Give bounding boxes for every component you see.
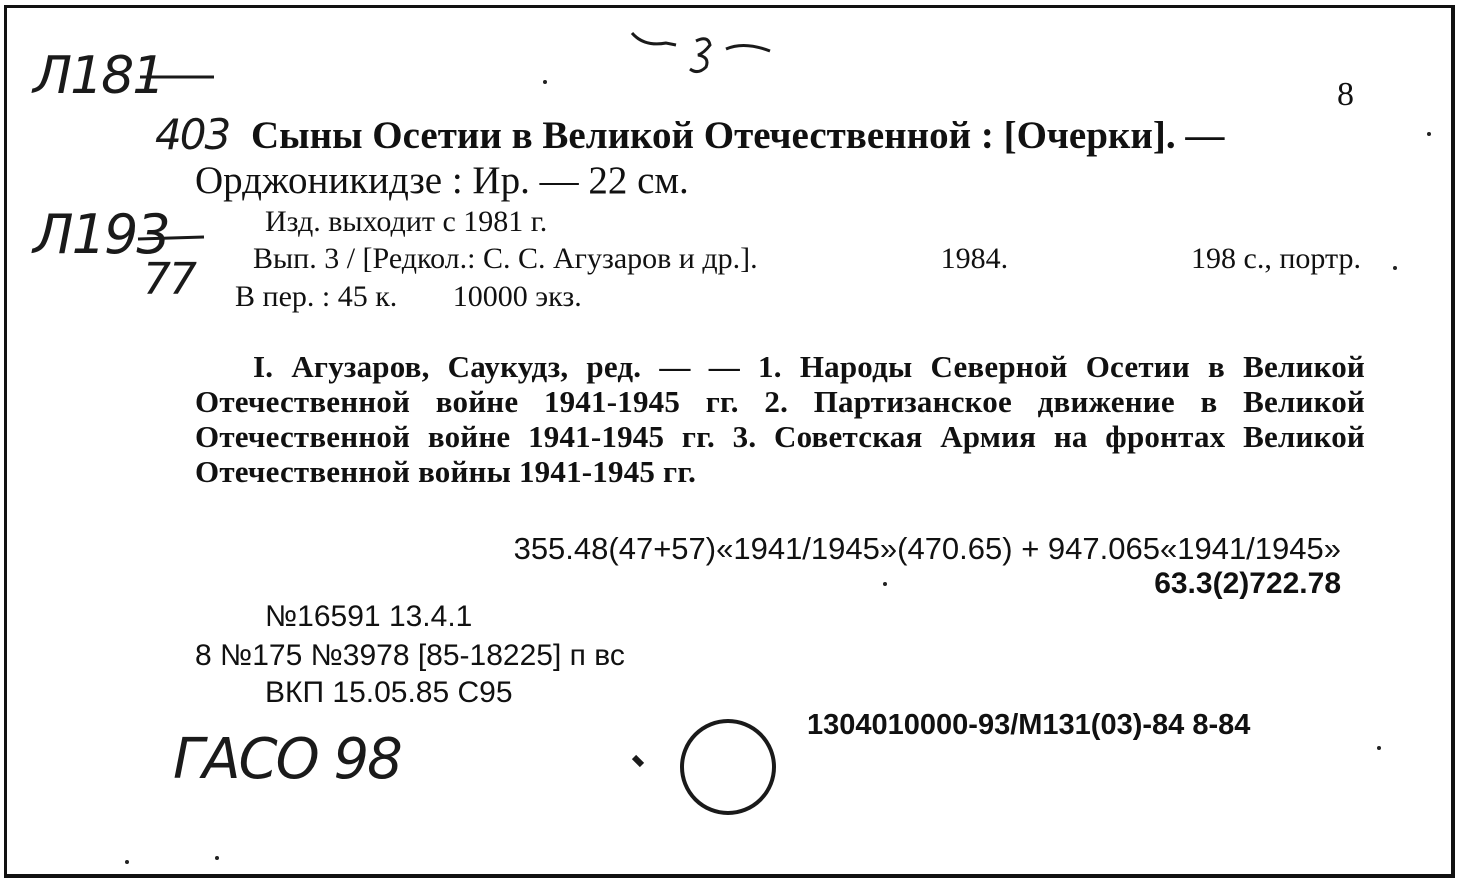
index-code: 1304010000-93/М131(03)-84 8-84 <box>807 709 1251 741</box>
record-subjects: I. Агузаров, Саукудз, ред. — — 1. Народы Северной Осетии в Великой Отечественной войне 1941-1945 гг. 2. Партизанское движение в Великой Отечественной войне 1941-1945 гг. 3. Советская Армия на фронтах Великой Отечественной войны 1941-1945 гг. <box>195 349 1365 489</box>
issue-year: 1984. <box>940 242 1009 275</box>
print-run: 10000 экз. <box>452 280 582 313</box>
record-note-issue <box>253 244 1361 274</box>
top-scribble-three <box>690 39 710 72</box>
stamp-circle <box>682 721 774 813</box>
record-publication-place: Орджоникидзе : Ир. — 22 см. <box>195 159 689 202</box>
scan-speck <box>883 582 887 586</box>
registry-line-3: ВКП 15.05.85 С95 <box>265 676 513 709</box>
scan-speck <box>1393 266 1397 270</box>
scan-speck <box>543 80 547 84</box>
registry-line-1: №16591 13.4.1 <box>265 600 473 633</box>
handwritten-archive-note: ГАСО 98 <box>173 727 401 792</box>
scan-speck <box>1427 132 1431 136</box>
record-note-publication-start: Изд. выходит с 1981 г. <box>265 205 548 238</box>
catalog-card <box>4 5 1455 878</box>
record-title: Сыны Осетии в Великой Отечественной : [Очерки]. — <box>251 114 1225 157</box>
scan-speck <box>1377 746 1381 750</box>
shelf-mark-mid-sub: 77 <box>143 254 195 305</box>
price: В пер. : 45 к. <box>235 280 398 313</box>
classification-udc: 355.48(47+57)«1941/1945»(470.65) + 947.065«1941/1945» <box>513 531 1341 566</box>
card-page-number: 8 <box>1337 76 1354 113</box>
shelf-mark-top: Л181 <box>33 46 164 106</box>
classification-bbk: 63.3(2)722.78 <box>1154 567 1341 600</box>
top-scribble-stroke-right <box>726 45 770 51</box>
top-scribble-stroke-left <box>632 33 676 45</box>
shelf-mark-top-sub: 403 <box>155 110 230 159</box>
registry-line-2: 8 №175 №3978 [85-18225] п вс <box>195 639 625 672</box>
issue-editors: Вып. 3 / [Редкол.: С. С. Агузаров и др.]. <box>253 242 758 275</box>
record-note-price <box>235 282 582 312</box>
scan-speck <box>215 856 219 860</box>
ink-dot <box>634 757 642 765</box>
shelf-mark-mid: Л193 <box>33 203 169 266</box>
scan-speck <box>125 860 129 864</box>
issue-pages: 198 с., портр. <box>1191 242 1361 275</box>
